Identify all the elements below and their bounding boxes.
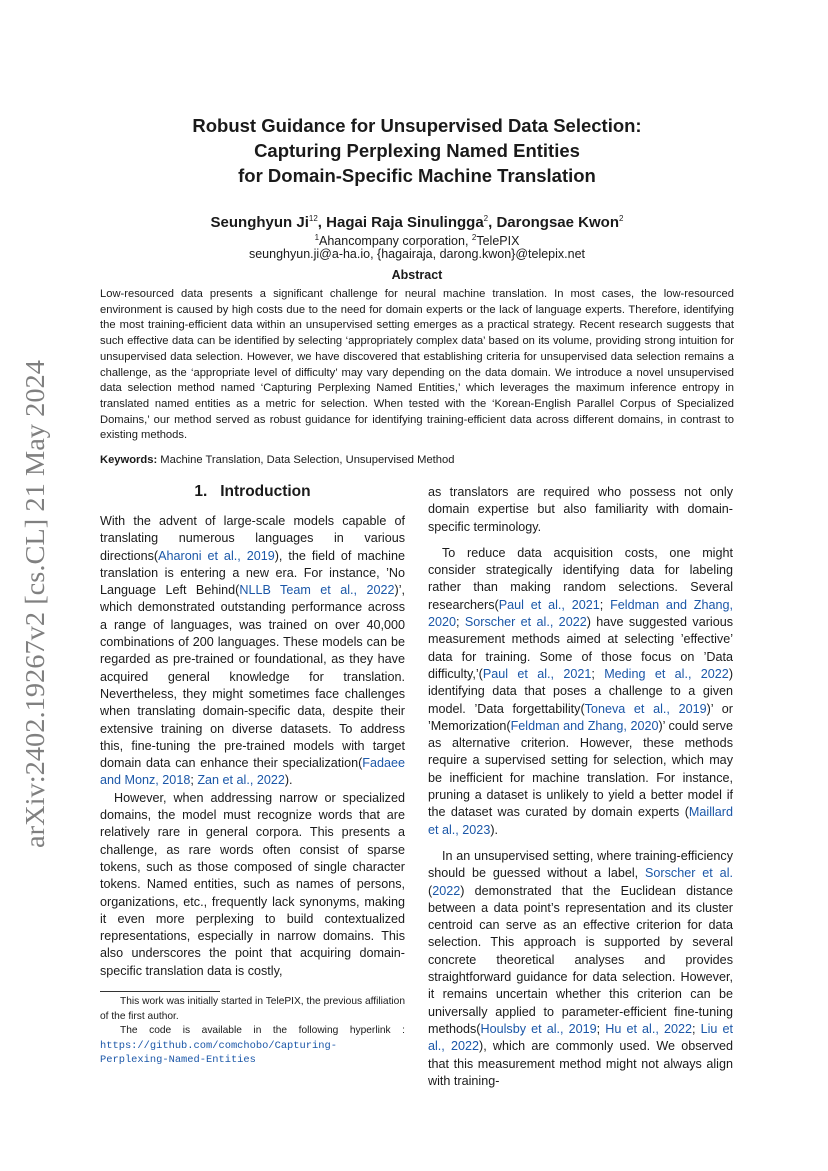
affil-sup: 1 — [314, 233, 320, 242]
text-run: ; — [596, 1021, 606, 1036]
text-run: To reduce data acquisition costs, one might consider strategically identifying data for labeling rather than making random selections. Several researchers( — [428, 545, 733, 612]
footnotes — [100, 995, 405, 1068]
keywords-label: Keywords: — [100, 454, 158, 466]
author-list — [100, 210, 734, 232]
author-sep: , — [317, 214, 327, 231]
section-heading: 1. Introduction — [194, 483, 311, 500]
keywords — [100, 454, 734, 466]
paragraph: as translators are required who possess not only domain expertise but also familiarity with domain-specific terminology. — [428, 485, 733, 534]
author-name: Hagai Raja Sinulingga — [326, 214, 484, 231]
citation-link[interactable]: Sorscher et al., 2022 — [464, 615, 587, 630]
text-run: ; — [599, 597, 611, 612]
footnote-text: The code is available in the following hyperlink : — [120, 1025, 405, 1036]
author-sup: 12 — [308, 214, 318, 223]
paragraph — [100, 513, 405, 790]
text-run: ( — [428, 883, 433, 898]
citation-link[interactable]: Aharoni et al., 2019 — [158, 548, 275, 563]
affil-text: TelePIX — [476, 234, 520, 249]
footnote-rule — [100, 991, 220, 992]
text-run: ; — [591, 666, 605, 681]
text-run: ) demonstrated that the Euclidean distance between a data point’s representation and its cluster centroid can serve as an effective criterion for data selection. This approach is supported by several concrete theoretical analyses and provides straightforward guidance for data selection. However, it remains uncertain whether this criterion can be universally applied to parameter-efficient fine-tuning methods( — [428, 883, 733, 1036]
text-run: ), which are commonly used. We observed that this measurement method might not always align with training- — [428, 1039, 733, 1088]
text-run: ) identifying data that poses a challenge to a given model. ’Data forgettability( — [428, 666, 734, 716]
text-run: )’ could serve as alternative criterion. However, these methods require a supervised setting for selection, which may be inefficient for machine translation. For instance, pruning a dataset is unlikely to yield a better model if the dataset was curated by domain experts ( — [428, 718, 733, 820]
citation-link[interactable]: Paul et al., 2021 — [498, 597, 600, 612]
text-run: With the advent of large-scale models capable of translating numerous languages in various directions( — [100, 514, 405, 563]
code-link[interactable]: https://github.com/comchobo/Capturing-Perplexing-Named-Entities — [100, 1039, 337, 1066]
right-column — [428, 484, 733, 1090]
author-sup: 2 — [619, 214, 624, 223]
title-line-1: Robust Guidance for Unsupervised Data Selection: — [192, 115, 642, 136]
author-name: Seunghyun Ji — [210, 214, 309, 231]
text-run: ). — [490, 822, 499, 837]
text-run: ). — [284, 773, 293, 788]
citation-link[interactable]: Hu et al., 2022 — [605, 1021, 692, 1036]
text-run: In an unsupervised setting, where training-efficiency should be guessed without a label, — [428, 848, 733, 881]
author-sup: 2 — [483, 214, 489, 223]
footnote-2 — [100, 1024, 405, 1068]
author-sep: , — [488, 214, 497, 231]
keywords-text: Machine Translation, Data Selection, Unsupervised Method — [157, 454, 455, 466]
text-run: ; — [691, 1021, 701, 1036]
paragraph — [428, 545, 733, 839]
text-run: ), the field of machine translation is entering a new era. For instance, ’No Language Left Behind( — [100, 548, 405, 598]
citation-link[interactable]: Paul et al., 2021 — [482, 666, 592, 681]
paragraph: However, when addressing narrow or specialized domains, the model must recognize words that are relatively rare in general corpora. This presents a challenge, as rare words often consist of sparse tokens, such as those composed of single character tokens. Named entities, such as names of persons, organizations, etc., frequently lack synonyms, making it even more perplexing to build contextualized representations, especially in narrow domains. This also underscores the point that acquiring domain-specific translation data is costly, — [100, 790, 405, 978]
text-run: ) have suggested various measurement methods aimed at selecting ’effective’ data for training. Some of those focus on ’Data difficulty,’( — [428, 615, 734, 681]
citation-link[interactable]: NLLB Team et al., 2022 — [239, 583, 395, 598]
affil-sup: 2 — [471, 233, 477, 242]
citation-link[interactable]: Sorscher et al. — [645, 866, 733, 881]
title-line-3: for Domain-Specific Machine Translation — [238, 165, 596, 186]
affil-text: Ahancompany corporation, — [319, 234, 472, 249]
text-run: ; — [456, 615, 465, 630]
text-run: )’, which demonstrated outstanding performance across a range of languages, was trained on over 40,000 combinations of 200 languages. These models can be regarded as pre-trained or foundational, as they have acquired general knowledge for translation. Nevertheless, they might sometimes face challenges when translating domain-specific data, despite their extensive training on diverse datasets. To address this, fine-tuning the pre-trained models with target domain data can enhance their specialization( — [100, 583, 405, 771]
text-run: ; — [190, 773, 198, 788]
paragraph — [428, 848, 733, 1090]
citation-link[interactable]: Zan et al., 2022 — [197, 773, 285, 788]
citation-link[interactable]: Feldman and Zhang, 2020 — [428, 597, 733, 630]
arxiv-stamp-text: arXiv:2402.19267v2 [cs.CL] 21 May 2024 — [20, 384, 50, 848]
citation-link[interactable]: 2022 — [432, 883, 461, 898]
citation-link[interactable]: Houlsby et al., 2019 — [480, 1021, 597, 1036]
arxiv-stamp — [6, 358, 56, 848]
paper-title — [100, 113, 734, 188]
citation-link[interactable]: Feldman and Zhang, 2020 — [510, 718, 659, 733]
abstract-heading: Abstract — [391, 268, 443, 282]
left-column — [100, 482, 405, 980]
abstract-text: Low-resourced data presents a significant challenge for neural machine translation. In most cases, the low-resourced environment is caused by high costs due to the need for domain experts or the lack of language experts. Therefore, identifying the most training-efficient data within an unsupervised setting emerges as a practical strategy. Recent research suggests that such effective data can be identified by selecting ‘appropriately complex data’ based on its volume, providing strong intuition for unsupervised data selection. However, we have discovered that establishing criteria for unsupervised data selection remains a challenge, as the ‘appropriate level of difficulty’ may vary depending on the data domain. We introduce a novel unsupervised data selection method named ‘Capturing Perplexing Named Entities,’ which leverages the maximum inference entropy in translated named entities as a metric for selection. When tested with the ‘Korean-English Parallel Corpus of Specialized Domains,’ our method served as robust guidance for identifying training-efficient data across different domains, in contrast to existing methods. — [100, 288, 734, 442]
author-name: Darongsae Kwon — [496, 214, 619, 231]
citation-link[interactable]: Liu et al., 2022 — [428, 1021, 734, 1054]
citation-link[interactable]: Maillard et al., 2023 — [428, 805, 733, 837]
citation-link[interactable]: Meding et al., 2022 — [604, 666, 729, 681]
citation-link[interactable]: Fadaee and Monz, 2018 — [100, 756, 405, 788]
author-emails: seunghyun.ji@a-ha.io, {hagairaja, darong.kwon}@telepix.net — [248, 247, 586, 261]
citation-link[interactable]: Toneva et al., 2019 — [584, 701, 707, 716]
title-line-2: Capturing Perplexing Named Entities — [254, 140, 580, 161]
text-run: )’ or ’Memorization( — [428, 701, 733, 733]
footnote-1: This work was initially started in TelePIX, the previous affiliation of the first author. — [100, 996, 405, 1022]
